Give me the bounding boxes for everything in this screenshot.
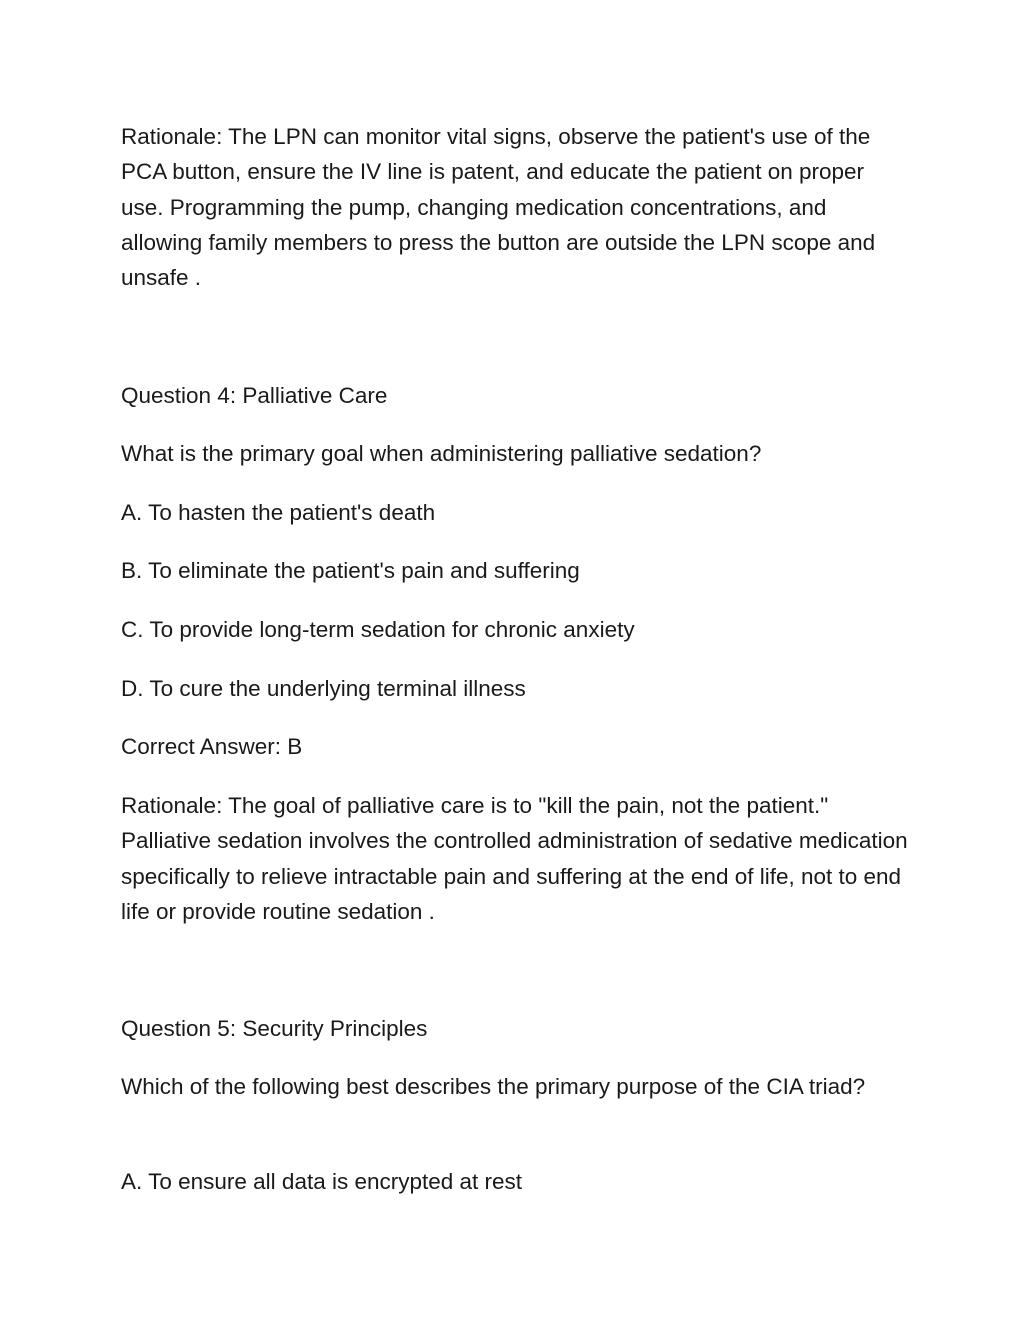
q4-option-a: A. To hasten the patient's death [121,500,436,525]
q5-option-a: A. To ensure all data is encrypted at rest [121,1169,523,1194]
q4-correct-answer: Correct Answer: B [121,734,303,759]
q4-rationale: Rationale: The goal of palliative care is to "kill the pain, not the patient." Palliative sedation involves the controlled administration of sedative medication specifically to relieve intractable pain and suffering at the end of life, not to end life or provide routine sedation . [121,793,908,924]
q4-prompt: What is the primary goal when administering palliative sedation? [121,441,762,466]
q5-heading: Question 5: Security Principles [121,1016,428,1041]
q4-option-c: C. To provide long-term sedation for chronic anxiety [121,617,635,642]
q3-rationale: Rationale: The LPN can monitor vital signs, observe the patient's use of the PCA button, ensure the IV line is patent, and educate the patient on proper use. Programming the pump, changing medication concentrations, and allowing family members to press the button are outside the LPN scope and unsafe . [121,124,876,291]
q4-heading: Question 4: Palliative Care [121,383,388,408]
q4-option-b: B. To eliminate the patient's pain and suffering [121,558,580,583]
q4-option-d: D. To cure the underlying terminal illness [121,676,526,701]
q5-prompt: Which of the following best describes the primary purpose of the CIA triad? [121,1074,866,1099]
